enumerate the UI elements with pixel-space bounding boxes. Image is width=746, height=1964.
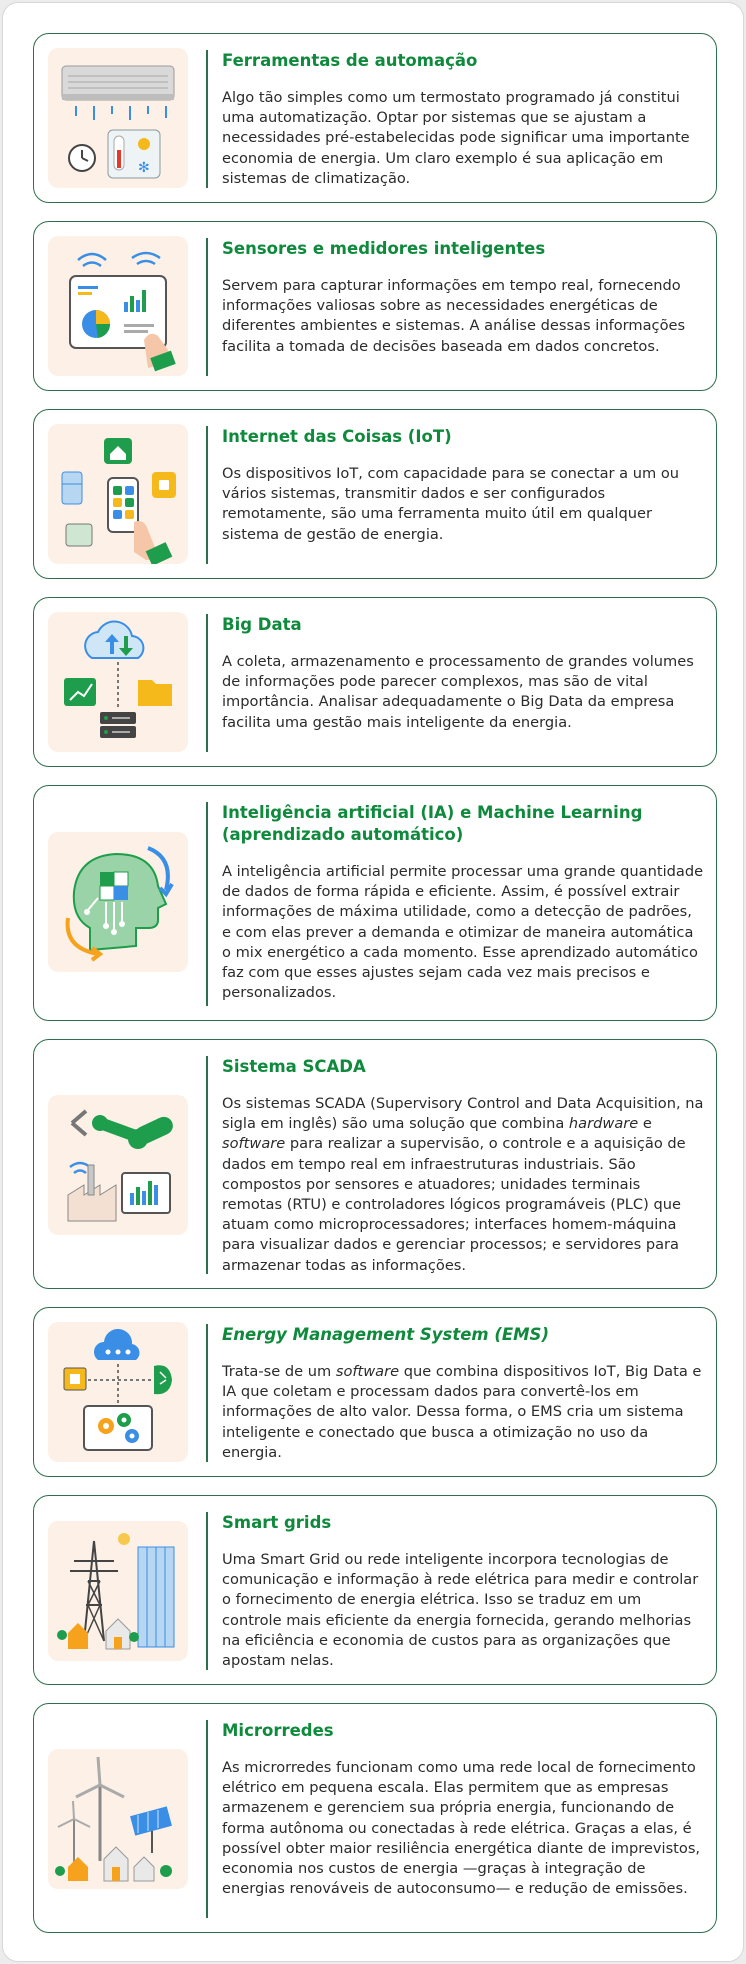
- robotic-arm-factory-icon: [48, 1095, 188, 1235]
- svg-text:✻: ✻: [138, 160, 150, 176]
- card-microgrids: [33, 1703, 717, 1933]
- card-body: Uma Smart Grid ou rede inteligente incorpora tecnologias de comunicação e informação à rede elétrica para medir e controlar o fornecimento de energia elétrica. Isso se traduz em um controle mais eficiente da energia fornecida, gerando melhorias na eficiência e economia de custos para as organizações que apostam nelas.: [222, 1551, 699, 1670]
- card-ems: [33, 1307, 717, 1477]
- card-title: Ferramentas de automação: [222, 51, 478, 70]
- card-scada: [33, 1039, 717, 1289]
- card-body: Servem para capturar informações em tempo real, fornecendo informações valiosas sobre as necessidades energéticas de diferentes ambientes e sistemas. A análise dessas informações facilita a tomada de decisões baseada em dados concretos.: [222, 277, 686, 355]
- card-smart-sensors: [33, 221, 717, 391]
- card-title: Internet das Coisas (IoT): [222, 427, 452, 446]
- power-tower-city-icon: [48, 1521, 188, 1661]
- card-body: As microrredes funcionam como uma rede local de fornecimento elétrico em pequena escala. Elas permitem que as empresas armazenem e gerenciem sua própria energia, funcionando de forma autônoma ou conectadas à rede elétrica. Graças a elas, é possível obter maior resiliência energética diante de imprevistos, economia nos custos de energia —graças à integração de energias renováveis de autoconsumo— e redução de emissões.: [222, 1759, 701, 1898]
- ems-network-icon: [48, 1322, 188, 1462]
- card-big-data: [33, 597, 717, 767]
- card-divider: [206, 238, 208, 376]
- cloud-server-data-icon: [48, 612, 188, 752]
- card-divider: [206, 1720, 208, 1918]
- card-title: Smart grids: [222, 1513, 332, 1532]
- card-body: Algo tão simples como um termostato programado já constitui uma automatização. Optar por sistemas que se ajustam a necessidades pré-estabelecidas pode significar uma importante economia de energia. Um claro exemplo é sua aplicação em sistemas de climatização.: [222, 89, 690, 187]
- card-iot: [33, 409, 717, 579]
- card-divider: [206, 1324, 208, 1462]
- card-ai-ml: [33, 785, 717, 1021]
- wind-turbine-solar-village-icon: [48, 1749, 188, 1889]
- iot-smartphone-icon: [48, 424, 188, 564]
- card-divider: [206, 50, 208, 188]
- card-divider: [206, 426, 208, 564]
- card-title: Sistema SCADA: [222, 1057, 366, 1076]
- card-title: Energy Management System (EMS): [222, 1325, 549, 1344]
- card-title: Inteligência artificial (IA) e Machine Learning (aprendizado automático): [222, 803, 643, 844]
- card-body: Os dispositivos IoT, com capacidade para se conectar a um ou vários sistemas, transmitir dados e ser configurados remotamente, são uma ferramenta muito útil em qualquer sistema de gestão de energia.: [222, 465, 680, 543]
- smart-sensor-dashboard-icon: [48, 236, 188, 376]
- card-body: A inteligência artificial permite processar uma grande quantidade de dados de forma rápida e eficiente. Assim, é possível extrair informações de máxima utilidade, como a detecção de padrões, e com elas prever a demanda e otimizar de maneira automática o mix energético a cada momento. Esse aprendizado automático faz com que esses ajustes sejam cada vez mais precisos e personalizados.: [222, 863, 704, 1002]
- ai-brain-head-icon: [48, 832, 188, 972]
- card-body: A coleta, armazenamento e processamento de grandes volumes de informações pode parecer complexos, mas são de vital importância. Analisar adequadamente o Big Data da empresa facilita uma gestão mais inteligente da energia.: [222, 653, 694, 731]
- air-conditioner-thermostat-icon: [48, 48, 188, 188]
- card-title: Microrredes: [222, 1721, 334, 1740]
- card-body: Trata-se de um software que combina dispositivos IoT, Big Data e IA que coletam e processam dados para convertê-los em informações de alto valor. Dessa forma, o EMS cria um sistema inteligente e conectado que busca a otimização no uso da energia.: [222, 1363, 702, 1461]
- card-divider: [206, 802, 208, 1006]
- card-automation-tools: [33, 33, 717, 203]
- card-divider: [206, 1056, 208, 1274]
- page-container: [2, 2, 744, 1962]
- card-body: Os sistemas SCADA (Supervisory Control and Data Acquisition, na sigla em inglês) são uma solução que combina hardware e software para realizar a supervisão, o controle e a aquisição de dados em tempo real em infraestruturas industriais. São compostos por sensores e atuadores; unidades terminais remotas (RTU) e controladores lógicos programáveis (PLC) que atuam como microprocessadores; interfaces homem-máquina para visualizar dados e gerenciar processos; e servidores para armazenar todas as informações.: [222, 1095, 704, 1274]
- card-smart-grids: [33, 1495, 717, 1685]
- card-title: Big Data: [222, 615, 302, 634]
- card-divider: [206, 614, 208, 752]
- card-divider: [206, 1512, 208, 1670]
- card-title: Sensores e medidores inteligentes: [222, 239, 546, 258]
